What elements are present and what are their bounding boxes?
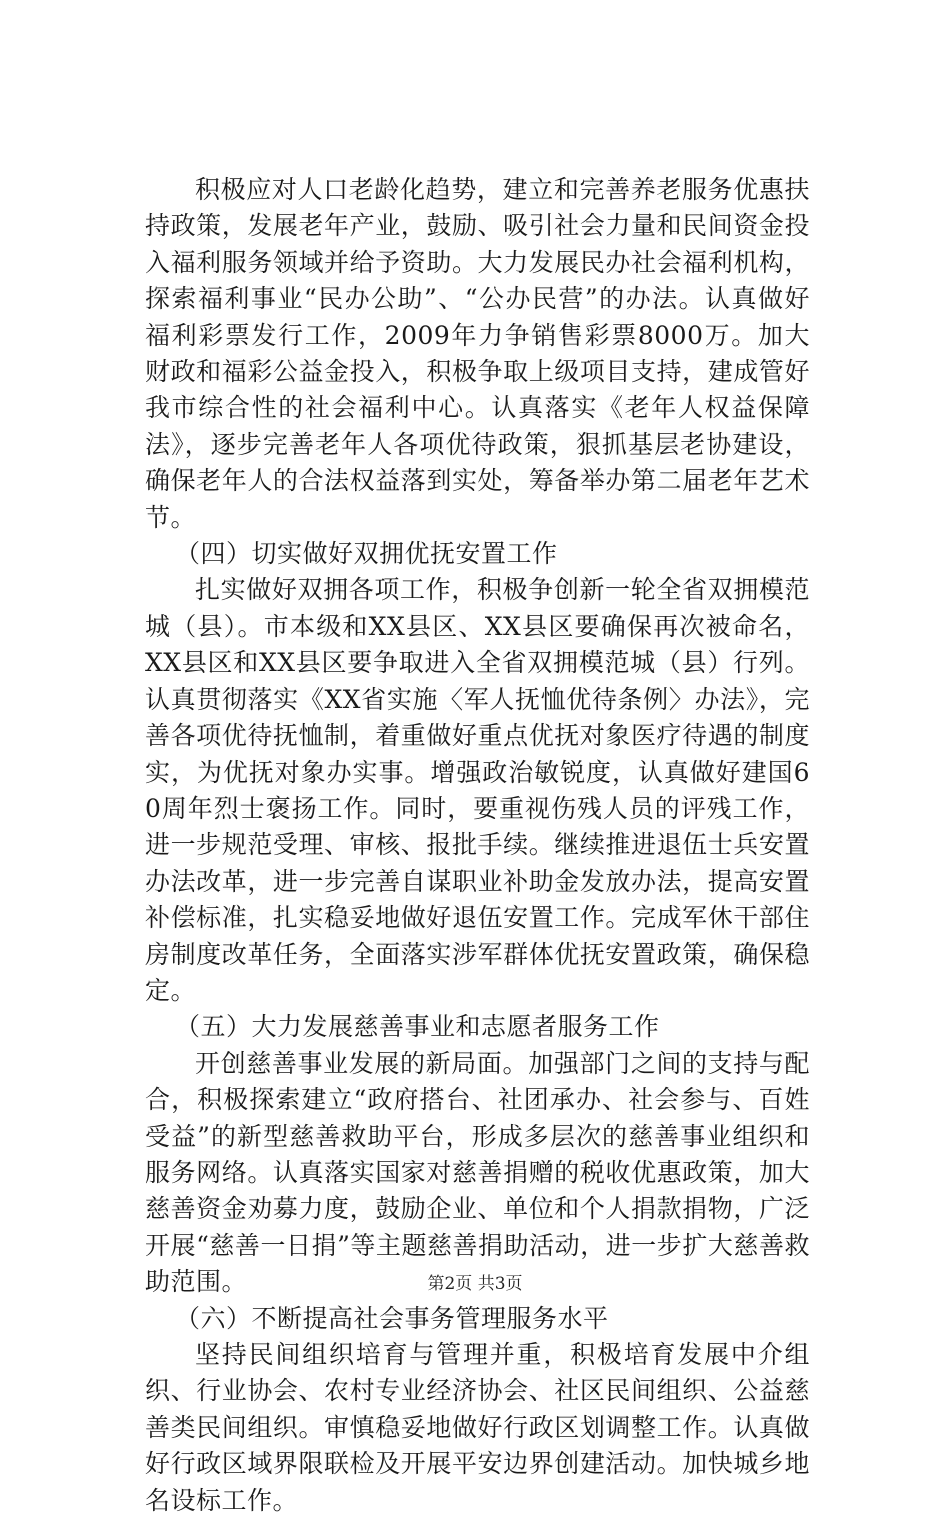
page-number-footer: 第2页 共3页: [427, 1274, 523, 1294]
document-body: [145, 172, 810, 1519]
section-heading-6: （六）不断提高社会事务管理服务水平: [175, 1303, 609, 1333]
paragraph-social-affairs: 坚持民间组织培育与管理并重，积极培育发展中介组织、行业协会、农村专业经济协会、社区民间组织、公益慈善类民间组织。审慎稳妥地做好行政区划调整工作。认真做好行政区域界限联检及开展平安边界创建活动。加快城乡地名设标工作。: [145, 1340, 810, 1515]
paragraph-charity: 开创慈善事业发展的新局面。加强部门之间的支持与配合，积极探索建立“政府搭台、社团承办、社会参与、百姓受益”的新型慈善救助平台，形成多层次的慈善事业组织和服务网络。认真落实国家对慈善捐赠的税收优惠政策，加大慈善资金劝募力度，鼓励企业、单位和个人捐款捐物，广泛开展“慈善一日捐”等主题慈善捐助活动，进一步扩大慈善救助范围。: [145, 1048, 810, 1297]
paragraph-elderly-services: 积极应对人口老龄化趋势，建立和完善养老服务优惠扶持政策，发展老年产业，鼓励、吸引社会力量和民间资金投入福利服务领域并给予资助。大力发展民办社会福利机构，探索福利事业“民办公助”、“公办民营”的办法。认真做好福利彩票发行工作，2009年力争销售彩票8000万。加大财政和福彩公益金投入，积极争取上级项目支持，建成管好我市综合性的社会福利中心。认真落实《老年人权益保障法》，逐步完善老年人各项优待政策，狠抓基层老协建设，确保老年人的合法权益落到实处，筹备举办第二届老年艺术节。: [145, 175, 810, 532]
section-heading-5: （五）大力发展慈善事业和志愿者服务工作: [175, 1012, 660, 1042]
section-heading-4: （四）切实做好双拥优抚安置工作: [175, 539, 558, 569]
paragraph-double-support: 扎实做好双拥各项工作，积极争创新一轮全省双拥模范城（县）。市本级和XX县区、XX县区要确保再次被命名，XX县区和XX县区要争取进入全省双拥模范城（县）行列。认真贯彻落实《XX省实施〈军人抚恤优待条例〉办法》，完善各项优待抚恤制，着重做好重点优抚对象医疗待遇的制度实，为优抚对象办实事。增强政治敏锐度，认真做好建国60周年烈士褒扬工作。同时，要重视伤残人员的评残工作，进一步规范受理、审核、报批手续。继续推进退伍士兵安置办法改革，进一步完善自谋职业补助金发放办法，提高安置补偿标准，扎实稳妥地做好退伍安置工作。完成军休干部住房制度改革任务，全面落实涉军群体优抚安置政策，确保稳定。: [145, 575, 810, 1005]
